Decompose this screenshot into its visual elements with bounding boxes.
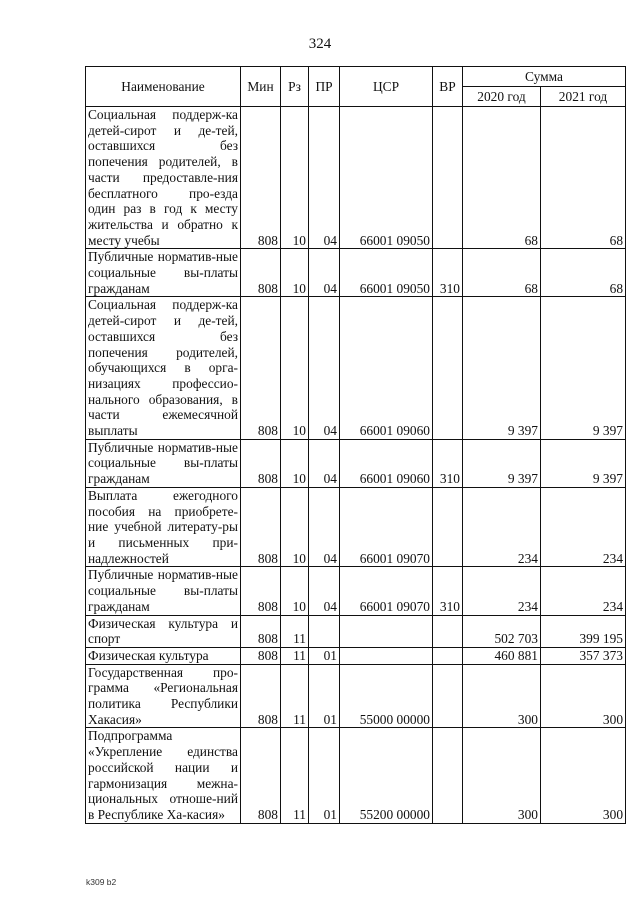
cell-csr: 55000 00000 bbox=[340, 664, 433, 728]
cell-rz: 11 bbox=[281, 615, 309, 647]
cell-pr: 04 bbox=[309, 487, 340, 567]
table-row bbox=[86, 487, 626, 567]
cell-pr: 04 bbox=[309, 567, 340, 615]
cell-rz: 10 bbox=[281, 439, 309, 487]
header-year-2021: 2021 год bbox=[541, 87, 626, 107]
cell-name: Физическая культура bbox=[86, 647, 241, 664]
header-vr: ВР bbox=[433, 67, 463, 107]
cell-sum-2021: 68 bbox=[541, 107, 626, 249]
cell-vr bbox=[433, 728, 463, 823]
cell-sum-2021: 9 397 bbox=[541, 439, 626, 487]
cell-sum-2021: 300 bbox=[541, 728, 626, 823]
cell-pr: 01 bbox=[309, 728, 340, 823]
cell-sum-2020: 460 881 bbox=[463, 647, 541, 664]
cell-csr: 55200 00000 bbox=[340, 728, 433, 823]
cell-rz: 11 bbox=[281, 647, 309, 664]
header-rz: Рз bbox=[281, 67, 309, 107]
cell-sum-2020: 300 bbox=[463, 664, 541, 728]
cell-min: 808 bbox=[241, 567, 281, 615]
table-row bbox=[86, 297, 626, 439]
table-row bbox=[86, 647, 626, 664]
cell-csr: 66001 09050 bbox=[340, 249, 433, 297]
table-body bbox=[86, 107, 626, 824]
cell-rz: 10 bbox=[281, 297, 309, 439]
table-row bbox=[86, 567, 626, 615]
cell-min: 808 bbox=[241, 664, 281, 728]
cell-name: Государственная про-грамма «Региональная политика Республики Хакасия» bbox=[86, 664, 241, 728]
cell-sum-2020: 234 bbox=[463, 567, 541, 615]
cell-csr: 66001 09070 bbox=[340, 487, 433, 567]
cell-sum-2020: 68 bbox=[463, 107, 541, 249]
cell-name: Публичные норматив-ные социальные вы-платы гражданам bbox=[86, 249, 241, 297]
cell-min: 808 bbox=[241, 647, 281, 664]
cell-pr bbox=[309, 615, 340, 647]
cell-pr: 01 bbox=[309, 664, 340, 728]
cell-sum-2021: 357 373 bbox=[541, 647, 626, 664]
cell-vr: 310 bbox=[433, 567, 463, 615]
cell-sum-2020: 300 bbox=[463, 728, 541, 823]
cell-pr: 04 bbox=[309, 107, 340, 249]
cell-vr: 310 bbox=[433, 249, 463, 297]
cell-vr bbox=[433, 487, 463, 567]
cell-vr bbox=[433, 615, 463, 647]
cell-min: 808 bbox=[241, 249, 281, 297]
cell-vr: 310 bbox=[433, 439, 463, 487]
table-row bbox=[86, 107, 626, 249]
table-row bbox=[86, 439, 626, 487]
cell-min: 808 bbox=[241, 107, 281, 249]
cell-csr bbox=[340, 647, 433, 664]
cell-sum-2021: 9 397 bbox=[541, 297, 626, 439]
cell-vr bbox=[433, 664, 463, 728]
cell-name: Физическая культура и спорт bbox=[86, 615, 241, 647]
table-row bbox=[86, 728, 626, 823]
cell-vr bbox=[433, 107, 463, 249]
cell-min: 808 bbox=[241, 487, 281, 567]
cell-csr: 66001 09060 bbox=[340, 439, 433, 487]
cell-sum-2021: 300 bbox=[541, 664, 626, 728]
cell-rz: 10 bbox=[281, 567, 309, 615]
cell-min: 808 bbox=[241, 439, 281, 487]
cell-rz: 10 bbox=[281, 249, 309, 297]
header-pr: ПР bbox=[309, 67, 340, 107]
cell-rz: 10 bbox=[281, 107, 309, 249]
cell-vr bbox=[433, 647, 463, 664]
header-year-2020: 2020 год bbox=[463, 87, 541, 107]
cell-name: Выплата ежегодного пособия на приобрете-ние учебной литерату-ры и письменных при-надлежностей bbox=[86, 487, 241, 567]
cell-name: Подпрограмма «Укрепление единства российской нации и гармонизация межна-циональных отноше-ний в Республике Ха-касия» bbox=[86, 728, 241, 823]
page-number: 324 bbox=[308, 36, 332, 52]
table-row bbox=[86, 615, 626, 647]
cell-sum-2020: 68 bbox=[463, 249, 541, 297]
cell-name: Социальная поддерж-ка детей-сирот и де-тей, оставшихся без попечения родителей, обучающихся в орга-низациях профессио-нального образования, в части ежемесячной выплаты bbox=[86, 297, 241, 439]
cell-csr: 66001 09050 bbox=[340, 107, 433, 249]
cell-sum-2021: 399 195 bbox=[541, 615, 626, 647]
cell-sum-2020: 9 397 bbox=[463, 297, 541, 439]
cell-sum-2021: 68 bbox=[541, 249, 626, 297]
cell-min: 808 bbox=[241, 728, 281, 823]
cell-pr: 04 bbox=[309, 439, 340, 487]
cell-csr: 66001 09070 bbox=[340, 567, 433, 615]
table-header bbox=[86, 67, 626, 107]
cell-rz: 11 bbox=[281, 664, 309, 728]
footer-code: k309 b2 bbox=[86, 877, 117, 887]
cell-csr: 66001 09060 bbox=[340, 297, 433, 439]
cell-min: 808 bbox=[241, 297, 281, 439]
header-sum: Сумма bbox=[463, 67, 626, 87]
cell-sum-2021: 234 bbox=[541, 567, 626, 615]
header-name: Наименование bbox=[86, 67, 241, 107]
cell-pr: 04 bbox=[309, 297, 340, 439]
cell-sum-2020: 234 bbox=[463, 487, 541, 567]
cell-rz: 11 bbox=[281, 728, 309, 823]
cell-name: Публичные норматив-ные социальные вы-платы гражданам bbox=[86, 439, 241, 487]
cell-sum-2020: 9 397 bbox=[463, 439, 541, 487]
cell-min: 808 bbox=[241, 615, 281, 647]
cell-sum-2020: 502 703 bbox=[463, 615, 541, 647]
table-row bbox=[86, 249, 626, 297]
cell-rz: 10 bbox=[281, 487, 309, 567]
cell-sum-2021: 234 bbox=[541, 487, 626, 567]
cell-name: Социальная поддерж-ка детей-сирот и де-тей, оставшихся без попечения родителей, в части предоставле-ния бесплатного про-езда один раз в год к месту жительства и обратно к месту учебы bbox=[86, 107, 241, 249]
budget-table bbox=[85, 66, 626, 824]
cell-name: Публичные норматив-ные социальные вы-платы гражданам bbox=[86, 567, 241, 615]
header-min: Мин bbox=[241, 67, 281, 107]
cell-pr: 04 bbox=[309, 249, 340, 297]
cell-pr: 01 bbox=[309, 647, 340, 664]
cell-csr bbox=[340, 615, 433, 647]
table-row bbox=[86, 664, 626, 728]
header-csr: ЦСР bbox=[340, 67, 433, 107]
cell-vr bbox=[433, 297, 463, 439]
